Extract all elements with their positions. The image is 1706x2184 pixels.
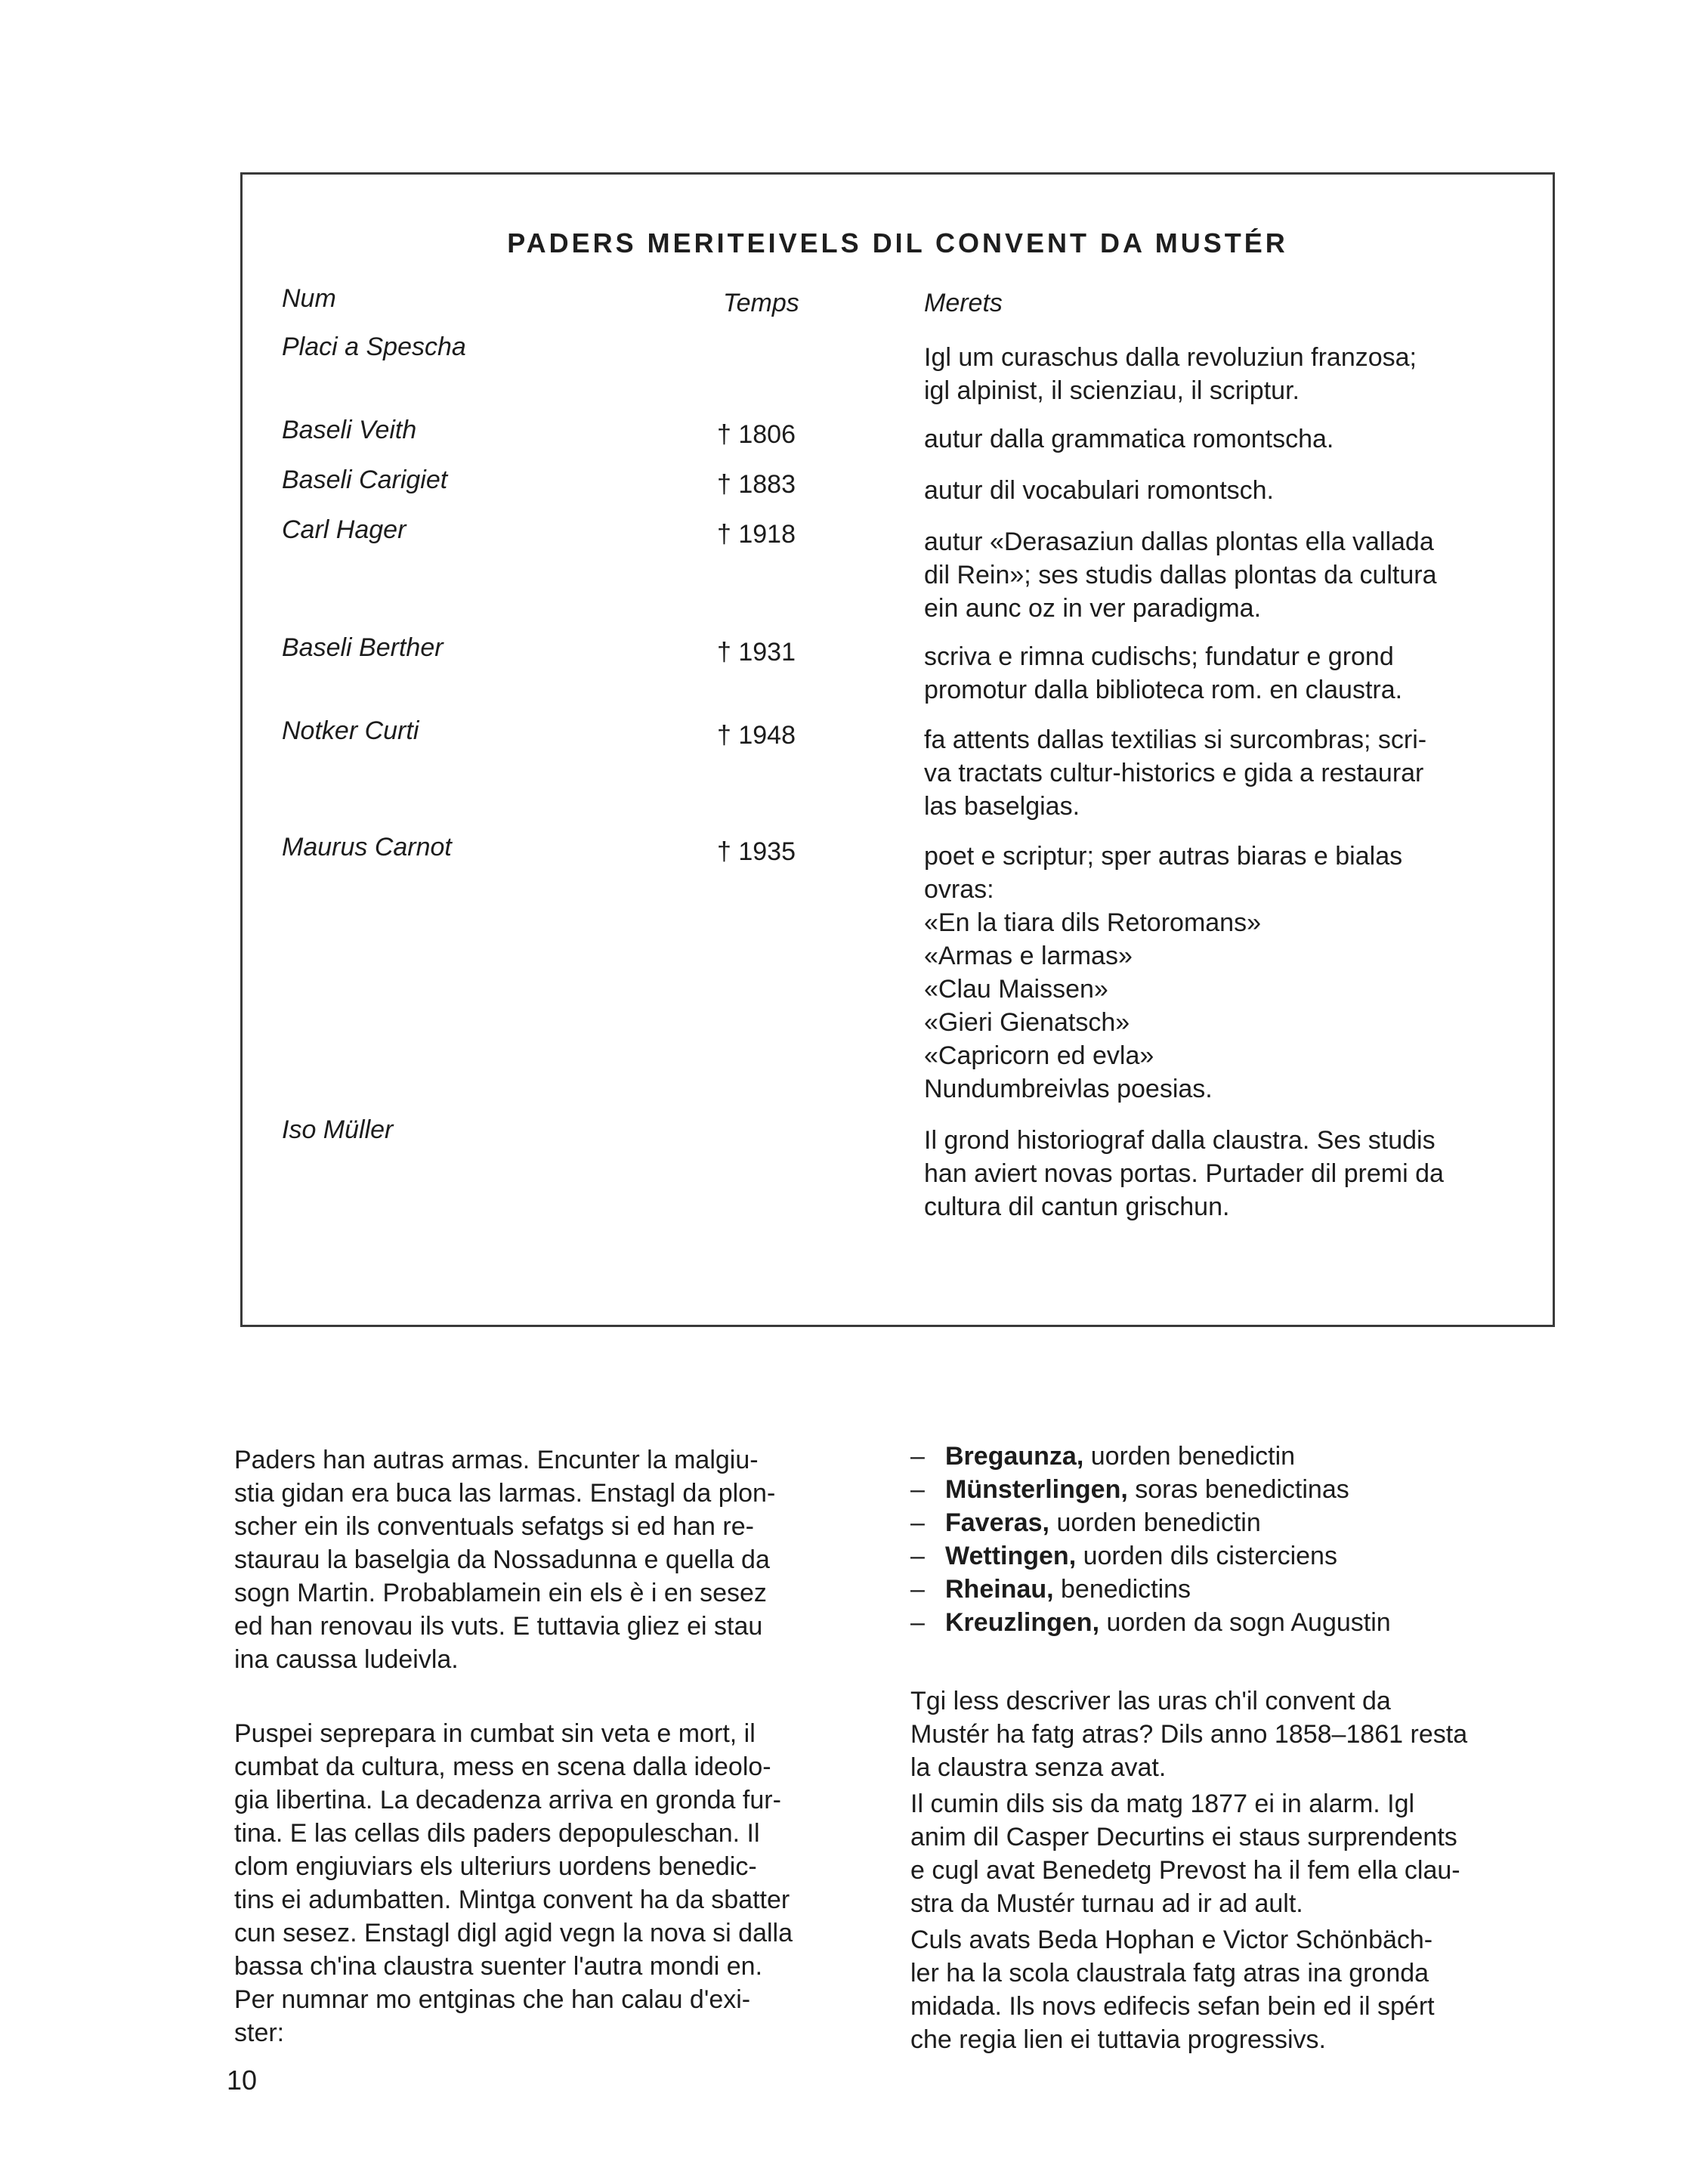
monastery-name: Bregaunza,	[945, 1442, 1084, 1471]
monastery-desc: soras benedictinas	[1127, 1475, 1349, 1504]
text-line: clom engiuviars els ulteriurs uordens benedic-	[234, 1852, 757, 1881]
text-line: stia gidan era buca las larmas. Enstagl da plon-	[234, 1479, 776, 1508]
text-line: Puspei seprepara in cumbat sin veta e mort, il	[234, 1719, 756, 1748]
text-line: Culs avats Beda Hophan e Victor Schönbäch-	[910, 1926, 1433, 1954]
dash: –	[910, 1608, 925, 1637]
closed-monasteries-list	[910, 1440, 1553, 1639]
row-name: Notker Curti	[282, 716, 419, 745]
monastery-name: Münsterlingen,	[945, 1475, 1128, 1504]
merit-line: Igl um curaschus dalla revoluziun franzosa;	[924, 343, 1417, 372]
text-line: Paders han autras armas. Encunter la malgiu-	[234, 1446, 759, 1474]
merit-line: Nundumbreivlas poesias.	[924, 1075, 1213, 1103]
text-line: cun sesez. Enstagl digl agid vegn la nova si dalla	[234, 1919, 793, 1947]
text-line: anim dil Casper Decurtins ei staus surprendents	[910, 1823, 1457, 1851]
monastery-desc: uorden benedictin	[1049, 1508, 1261, 1537]
merit-line: cultura dil cantun grischun.	[924, 1193, 1230, 1221]
row-time: † 1931	[717, 638, 796, 667]
merit-line: «Clau Maissen»	[924, 975, 1108, 1004]
merit-line: scriva e rimna cudischs; fundatur e grond	[924, 642, 1394, 671]
merit-line: las baselgias.	[924, 792, 1080, 821]
merit-line: promotur dalla biblioteca rom. en claustra.	[924, 676, 1403, 704]
dash: –	[910, 1475, 925, 1504]
merit-line: autur dil vocabulari romontsch.	[924, 476, 1275, 505]
row-merits	[924, 840, 1521, 1106]
text-line: la claustra senza avat.	[910, 1753, 1167, 1782]
header-time: Temps	[723, 289, 799, 317]
row-time: † 1918	[717, 520, 796, 549]
text-line: che regia lien ei tuttavia progressivs.	[910, 2025, 1326, 2054]
text-line: scher ein ils conventuals sefatgs si ed han re-	[234, 1512, 754, 1541]
text-line: cumbat da cultura, mess en scena dalla ideolo-	[234, 1752, 771, 1781]
monastery-desc: benedictins	[1053, 1575, 1191, 1604]
list-item	[910, 1440, 1553, 1473]
merit-line: fa attents dallas textilias si surcombras; scri-	[924, 725, 1427, 754]
dash: –	[910, 1542, 925, 1570]
text-line: ed han renovau ils vuts. E tuttavia gliez ei stau	[234, 1612, 763, 1641]
merit-line: va tractats cultur-historics e gida a restaurar	[924, 759, 1424, 787]
row-name: Placi a Spescha	[282, 333, 466, 361]
row-merits	[924, 474, 1521, 507]
paragraph	[234, 1443, 884, 1676]
row-time: † 1806	[717, 420, 796, 449]
monastery-desc: uorden da sogn Augustin	[1099, 1608, 1391, 1637]
header-name: Num	[282, 284, 336, 313]
list-item	[910, 1539, 1553, 1573]
row-time: † 1948	[717, 721, 796, 750]
monastery-name: Wettingen,	[945, 1542, 1077, 1570]
text-line: Il cumin dils sis da matg 1877 ei in alarm. Igl	[910, 1790, 1415, 1818]
merit-line: Il grond historiograf dalla claustra. Ses studis	[924, 1126, 1436, 1155]
right-column	[910, 1440, 1553, 2056]
monastery-desc: uorden benedictin	[1083, 1442, 1296, 1471]
row-time: † 1883	[717, 470, 796, 499]
row-merits	[924, 422, 1521, 456]
paragraph	[910, 1787, 1553, 1920]
dash: –	[910, 1442, 925, 1471]
text-line: gia libertina. La decadenza arriva en gronda fur-	[234, 1786, 781, 1814]
paragraph	[910, 1923, 1553, 2056]
page-number: 10	[227, 2065, 258, 2096]
merit-line: autur «Derasaziun dallas plontas ella vallada	[924, 527, 1434, 556]
merit-line: han aviert novas portas. Purtader dil premi da	[924, 1159, 1444, 1188]
text-line: ina caussa ludeivla.	[234, 1645, 459, 1674]
monastery-name: Kreuzlingen,	[945, 1608, 1100, 1637]
merit-line: dil Rein»; ses studis dallas plontas da cultura	[924, 561, 1437, 589]
paragraph	[234, 1717, 884, 2049]
text-line: Mustér ha fatg atras? Dils anno 1858–1861 resta	[910, 1720, 1468, 1749]
text-line: staurau la baselgia da Nossadunna e quella da	[234, 1545, 770, 1574]
merit-line: ein aunc oz in ver paradigma.	[924, 594, 1262, 623]
merit-line: igl alpinist, il scienziau, il scriptur.	[924, 376, 1300, 405]
merit-line: autur dalla grammatica romontscha.	[924, 425, 1334, 453]
left-column	[234, 1443, 884, 2049]
row-name: Maurus Carnot	[282, 833, 452, 862]
dash: –	[910, 1508, 925, 1537]
meritorious-fathers-table	[240, 172, 1555, 1327]
monastery-name: Faveras,	[945, 1508, 1049, 1537]
row-merits	[924, 723, 1521, 823]
monastery-desc: uorden dils cisterciens	[1076, 1542, 1337, 1570]
text-line: bassa ch'ina claustra suenter l'autra mondi en.	[234, 1952, 763, 1981]
merit-line: poet e scriptur; sper autras biaras e bialas	[924, 842, 1403, 871]
list-item	[910, 1573, 1553, 1606]
text-line: stra da Mustér turnau ad ir ad ault.	[910, 1889, 1303, 1918]
dash: –	[910, 1575, 925, 1604]
row-merits	[924, 525, 1521, 625]
text-line: Per numnar mo entginas che han calau d'exi-	[234, 1985, 751, 2014]
row-name: Baseli Berther	[282, 633, 443, 662]
list-item	[910, 1506, 1553, 1539]
text-line: tina. E las cellas dils paders depopuleschan. Il	[234, 1819, 760, 1848]
merit-line: «Armas e larmas»	[924, 942, 1133, 970]
row-merits	[924, 1124, 1521, 1223]
row-name: Baseli Veith	[282, 416, 417, 444]
text-line: ster:	[234, 2018, 285, 2047]
text-line: midada. Ils novs edifecis sefan bein ed il spért	[910, 1992, 1435, 2021]
table-title: PADERS MERITEIVELS DIL CONVENT DA MUSTÉR	[507, 227, 1288, 258]
merit-line: «En la tiara dils Retoromans»	[924, 908, 1262, 937]
row-name: Carl Hager	[282, 515, 406, 544]
row-time: † 1935	[717, 837, 796, 866]
monastery-name: Rheinau,	[945, 1575, 1054, 1604]
text-line: e cugl avat Benedetg Prevost ha il fem ella clau-	[910, 1856, 1460, 1885]
row-name: Iso Müller	[282, 1115, 394, 1144]
merit-line: «Capricorn ed evla»	[924, 1041, 1154, 1070]
merit-line: ovras:	[924, 875, 994, 904]
row-merits	[924, 341, 1521, 407]
list-item	[910, 1473, 1553, 1506]
row-merits	[924, 640, 1521, 707]
list-item	[910, 1606, 1553, 1639]
header-merits: Merets	[924, 289, 1003, 317]
text-line: ler ha la scola claustrala fatg atras ina gronda	[910, 1959, 1429, 1988]
merit-line: «Gieri Gienatsch»	[924, 1008, 1130, 1037]
text-line: Tgi less descriver las uras ch'il convent da	[910, 1687, 1391, 1715]
row-name: Baseli Carigiet	[282, 466, 448, 494]
text-line: tins ei adumbatten. Mintga convent ha da sbatter	[234, 1885, 790, 1914]
text-line: sogn Martin. Probablamein ein els è i en sesez	[234, 1579, 767, 1607]
paragraph	[910, 1684, 1553, 1784]
